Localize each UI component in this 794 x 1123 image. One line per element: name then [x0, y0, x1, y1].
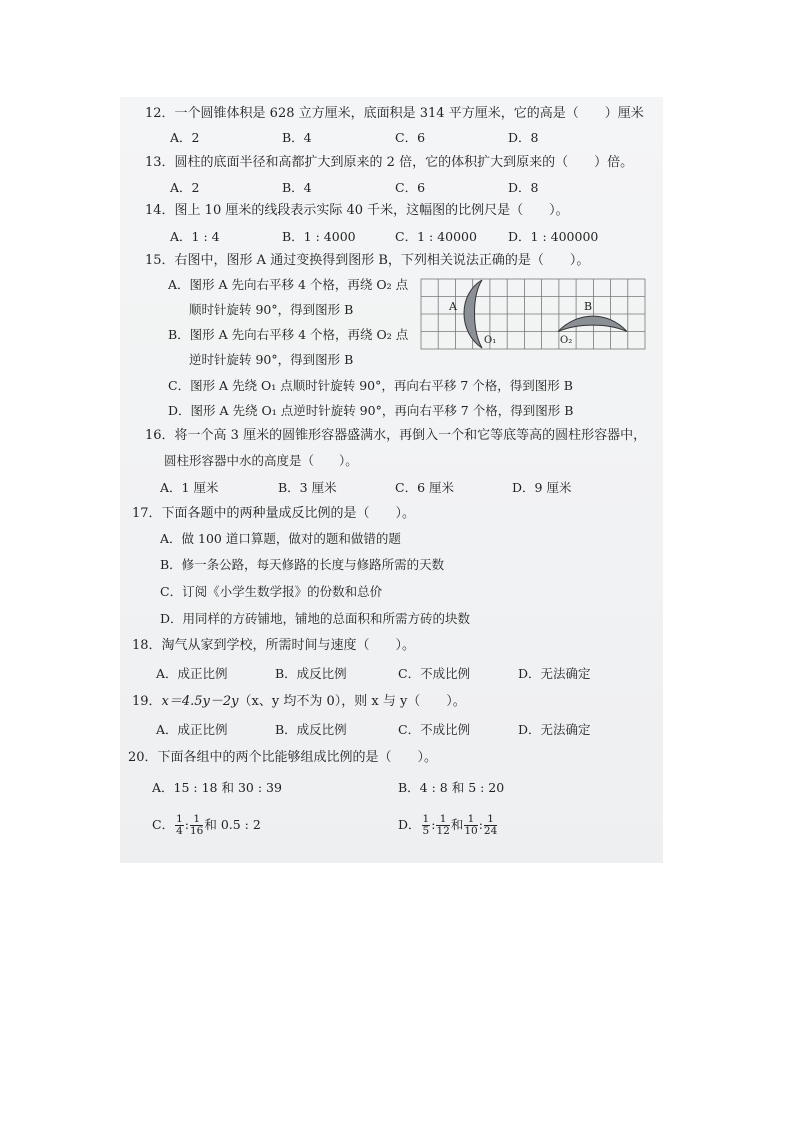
q20-option-a: A．15 : 18 和 30 : 39 [152, 780, 282, 795]
q12-stem: 12．一个圆锥体积是 628 立方厘米，底面积是 314 平方厘米，它的高是（ ）厘米 [145, 106, 644, 121]
q19-stem [132, 694, 466, 710]
q13-stem: 13．圆柱的底面半径和高都扩大到原来的 2 倍，它的体积扩大到原来的（ ）倍。 [145, 155, 634, 170]
q17-option-c: C．订阅《小学生数学报》的份数和总价 [160, 584, 383, 599]
q16-option-a: A．1 厘米 [160, 480, 219, 495]
q14-option-c: C．1 : 40000 [395, 229, 477, 244]
q18-option-d: D．无法确定 [518, 666, 591, 681]
q14-option-a: A．1 : 4 [170, 229, 220, 244]
figure-label-o1: O₁ [484, 335, 497, 346]
q20-option-d: D． $\frac{1}{5}$ : $\frac{1}{12}$ 和 $\frac{1}{10}$ : $\frac{1}{24}$ [398, 813, 498, 837]
fraction-one-quarter: $\frac{1}{4}$ [176, 813, 183, 837]
q12-option-c: C．6 [395, 130, 426, 145]
q19-number: 19． [132, 694, 162, 709]
q15-option-a-line2: 顺时针旋转 90°，得到图形 B [189, 302, 354, 317]
q15-option-d: D．图形 A 先绕 O₁ 点逆时针旋转 90°，再向右平移 7 个格，得到图形 B [168, 403, 574, 418]
q16-option-b: B．3 厘米 [278, 480, 337, 495]
q16-stem-line1: 16．将一个高 3 厘米的圆锥形容器盛满水，再倒入一个和它等底等高的圆柱形容器中， [145, 428, 647, 443]
q20-option-c: C． $\frac{1}{4}$ : $\frac{1}{16}$ 和 0.5 : 2 [152, 813, 261, 837]
q13-option-c: C．6 [395, 180, 426, 195]
q19-option-c: C．不成比例 [398, 722, 471, 737]
q19-option-b: B．成反比例 [275, 722, 347, 737]
q17-option-a: A．做 100 道口算题，做对的题和做错的题 [160, 531, 401, 546]
q12-option-a: A．2 [170, 130, 200, 145]
q15-grid-figure [420, 278, 646, 350]
q17-option-d: D．用同样的方砖铺地，铺地的总面积和所需方砖的块数 [160, 611, 471, 626]
q14-option-b: B．1 : 4000 [282, 229, 356, 244]
q14-stem: 14．图上 10 厘米的线段表示实际 40 千米，这幅图的比例尺是（ ）。 [145, 203, 569, 218]
fraction-one-tenth: $\frac{1}{10}$ [464, 813, 478, 837]
q19-option-a: A．成正比例 [156, 722, 228, 737]
q12-option-b: B．4 [282, 130, 312, 145]
q13-option-b: B．4 [282, 180, 312, 195]
shape-b-crescent [558, 316, 627, 331]
q16-stem-line2: 圆柱形容器中水的高度是（ ）。 [164, 453, 358, 468]
q13-option-a: A．2 [170, 180, 200, 195]
q19-equation: x＝4.5y－2y [161, 694, 239, 709]
q17-stem: 17．下面各题中的两种量成反比例的是（ ）。 [132, 506, 416, 521]
q13-option-d: D．8 [508, 180, 539, 195]
fraction-one-sixteenth: $\frac{1}{16}$ [189, 813, 204, 837]
q15-option-a-line1: A．图形 A 先向右平移 4 个格，再绕 O₂ 点 [168, 277, 409, 292]
q16-option-d: D．9 厘米 [512, 480, 572, 495]
q15-option-b-line1: B．图形 A 先向右平移 4 个格，再绕 O₂ 点 [168, 327, 409, 342]
q18-option-c: C．不成比例 [398, 666, 471, 681]
q18-option-a: A．成正比例 [156, 666, 228, 681]
q12-option-d: D．8 [508, 130, 539, 145]
fraction-one-twelfth: $\frac{1}{12}$ [436, 813, 450, 837]
q18-stem: 18．淘气从家到学校，所需时间与速度（ ）。 [132, 638, 416, 653]
q14-option-d: D．1 : 400000 [508, 229, 599, 244]
q17-option-b: B．修一条公路，每天修路的长度与修路所需的天数 [160, 557, 445, 572]
q16-option-c: C．6 厘米 [395, 480, 454, 495]
q15-option-c: C．图形 A 先绕 O₁ 点顺时针旋转 90°，再向右平移 7 个格，得到图形 B [168, 378, 573, 393]
q18-option-b: B．成反比例 [275, 666, 347, 681]
q19-condition: （x、y 均不为 0），则 x 与 y（ ）。 [238, 694, 466, 709]
fraction-one-twentyfourth: $\frac{1}{24}$ [483, 813, 498, 837]
q20-option-b: B．4 : 8 和 5 : 20 [398, 780, 505, 795]
figure-label-a: A [449, 300, 457, 313]
figure-label-b: B [584, 300, 593, 313]
q20-stem: 20．下面各组中的两个比能够组成比例的是（ ）。 [128, 750, 438, 765]
exam-photo [120, 97, 663, 863]
figure-label-o2: O₂ [560, 335, 573, 346]
fraction-one-fifth: $\frac{1}{5}$ [422, 813, 430, 837]
q15-stem: 15．右图中，图形 A 通过变换得到图形 B，下列相关说法正确的是（ ）。 [145, 253, 590, 268]
q15-option-b-line2: 逆时针旋转 90°，得到图形 B [189, 352, 354, 367]
q19-option-d: D．无法确定 [518, 722, 591, 737]
